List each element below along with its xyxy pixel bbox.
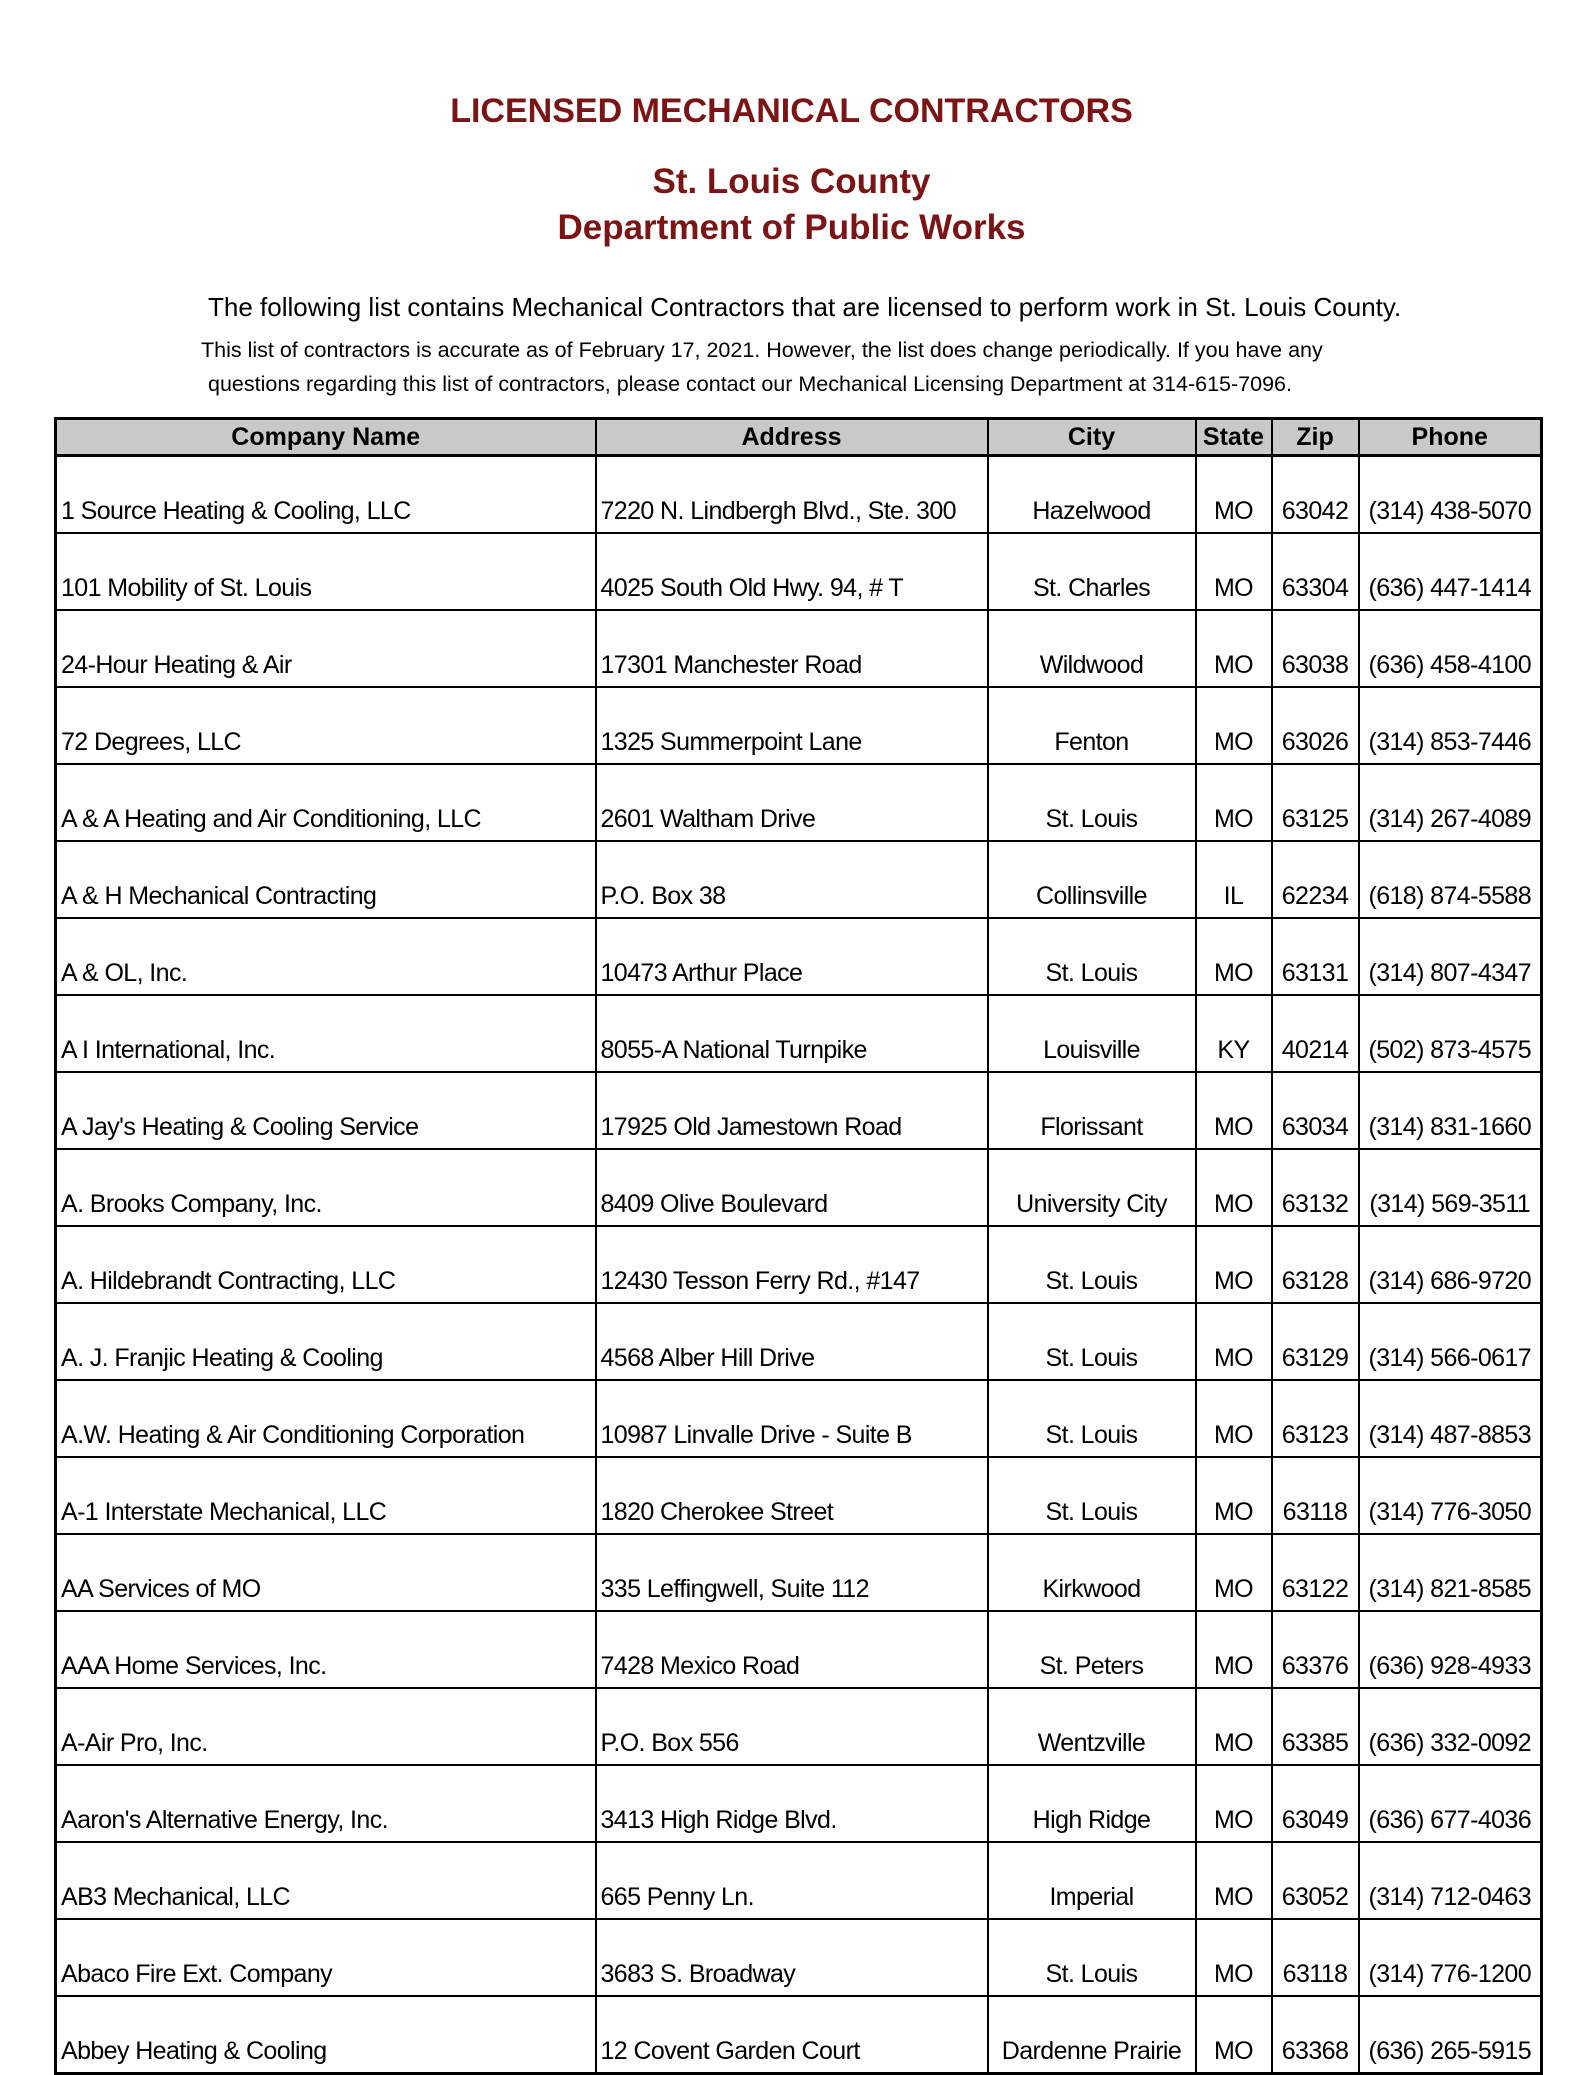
state-cell: MO [1196,687,1272,764]
company-name-cell: AAA Home Services, Inc. [56,1611,596,1688]
zip-cell: 63304 [1272,533,1359,610]
table-row [56,533,1542,610]
phone-cell: (314) 566-0617 [1359,1303,1542,1380]
zip-cell: 63129 [1272,1303,1359,1380]
company-name-cell: Aaron's Alternative Energy, Inc. [56,1765,596,1842]
table-row [56,1303,1542,1380]
zip-cell: 63131 [1272,918,1359,995]
phone-cell: (314) 487-8853 [1359,1380,1542,1457]
company-name-cell: A. Hildebrandt Contracting, LLC [56,1226,596,1303]
company-name-cell: A-Air Pro, Inc. [56,1688,596,1765]
table-row [56,1457,1542,1534]
zip-cell: 63118 [1272,1919,1359,1996]
phone-cell: (618) 874-5588 [1359,841,1542,918]
phone-cell: (314) 686-9720 [1359,1226,1542,1303]
city-cell: Wentzville [988,1688,1196,1765]
address-cell: 4568 Alber Hill Drive [596,1303,988,1380]
company-name-cell: 24-Hour Heating & Air [56,610,596,687]
phone-cell: (314) 712-0463 [1359,1842,1542,1919]
city-cell: St. Peters [988,1611,1196,1688]
phone-cell: (314) 438-5070 [1359,456,1542,534]
city-cell: St. Louis [988,1919,1196,1996]
header-company-name: Company Name [56,419,596,456]
address-cell: 12 Covent Garden Court [596,1996,988,2074]
accuracy-note: This list of contractors is accurate as of February 17, 2021. However, the list does change periodically. If you have any [201,338,1323,362]
phone-cell: (314) 776-3050 [1359,1457,1542,1534]
company-name-cell: A I International, Inc. [56,995,596,1072]
state-cell: MO [1196,610,1272,687]
company-name-cell: 101 Mobility of St. Louis [56,533,596,610]
city-cell: Imperial [988,1842,1196,1919]
phone-cell: (636) 458-4100 [1359,610,1542,687]
city-cell: St. Louis [988,1380,1196,1457]
state-cell: MO [1196,1534,1272,1611]
contractors-table [54,417,1543,2075]
table-row [56,1919,1542,1996]
address-cell: 17301 Manchester Road [596,610,988,687]
address-cell: 3413 High Ridge Blvd. [596,1765,988,1842]
company-name-cell: Abaco Fire Ext. Company [56,1919,596,1996]
zip-cell: 63368 [1272,1996,1359,2074]
address-cell: 8055-A National Turnpike [596,995,988,1072]
zip-cell: 63038 [1272,610,1359,687]
table-row [56,1688,1542,1765]
table-row [56,687,1542,764]
zip-cell: 63376 [1272,1611,1359,1688]
state-cell: MO [1196,456,1272,534]
zip-cell: 63385 [1272,1688,1359,1765]
state-cell: MO [1196,764,1272,841]
table-row [56,1380,1542,1457]
table-row [56,918,1542,995]
state-cell: MO [1196,1919,1272,1996]
address-cell: 7220 N. Lindbergh Blvd., Ste. 300 [596,456,988,534]
zip-cell: 63034 [1272,1072,1359,1149]
state-cell: MO [1196,1303,1272,1380]
address-cell: 665 Penny Ln. [596,1842,988,1919]
address-cell: 1325 Summerpoint Lane [596,687,988,764]
phone-cell: (314) 569-3511 [1359,1149,1542,1226]
zip-cell: 63049 [1272,1765,1359,1842]
company-name-cell: A-1 Interstate Mechanical, LLC [56,1457,596,1534]
department-name: Department of Public Works [557,208,1026,247]
address-cell: 8409 Olive Boulevard [596,1149,988,1226]
state-cell: MO [1196,1380,1272,1457]
city-cell: Louisville [988,995,1196,1072]
company-name-cell: A.W. Heating & Air Conditioning Corporation [56,1380,596,1457]
state-cell: MO [1196,918,1272,995]
phone-cell: (636) 928-4933 [1359,1611,1542,1688]
table-row [56,1534,1542,1611]
table-row [56,610,1542,687]
city-cell: Hazelwood [988,456,1196,534]
city-cell: St. Louis [988,764,1196,841]
phone-cell: (314) 807-4347 [1359,918,1542,995]
table-header-row [56,419,1542,456]
city-cell: High Ridge [988,1765,1196,1842]
zip-cell: 40214 [1272,995,1359,1072]
phone-cell: (314) 776-1200 [1359,1919,1542,1996]
city-cell: Fenton [988,687,1196,764]
state-cell: MO [1196,1149,1272,1226]
address-cell: 1820 Cherokee Street [596,1457,988,1534]
state-cell: KY [1196,995,1272,1072]
table-row [56,995,1542,1072]
state-cell: MO [1196,533,1272,610]
zip-cell: 63118 [1272,1457,1359,1534]
phone-cell: (314) 831-1660 [1359,1072,1542,1149]
intro-text: The following list contains Mechanical Contractors that are licensed to perform work in St. Louis County. [208,292,1402,322]
county-name: St. Louis County [652,162,931,201]
address-cell: 335 Leffingwell, Suite 112 [596,1534,988,1611]
company-name-cell: AA Services of MO [56,1534,596,1611]
company-name-cell: A. J. Franjic Heating & Cooling [56,1303,596,1380]
header-phone: Phone [1359,419,1542,456]
address-cell: 7428 Mexico Road [596,1611,988,1688]
phone-cell: (636) 677-4036 [1359,1765,1542,1842]
table-row [56,456,1542,534]
company-name-cell: A. Brooks Company, Inc. [56,1149,596,1226]
city-cell: Florissant [988,1072,1196,1149]
city-cell: Wildwood [988,610,1196,687]
company-name-cell: 72 Degrees, LLC [56,687,596,764]
table-row [56,1226,1542,1303]
address-cell: P.O. Box 38 [596,841,988,918]
table-row [56,1149,1542,1226]
table-row [56,841,1542,918]
company-name-cell: AB3 Mechanical, LLC [56,1842,596,1919]
zip-cell: 63128 [1272,1226,1359,1303]
contact-note: questions regarding this list of contractors, please contact our Mechanical Licensing Department at 314-615-7096. [208,372,1292,396]
company-name-cell: A & H Mechanical Contracting [56,841,596,918]
phone-cell: (314) 853-7446 [1359,687,1542,764]
city-cell: St. Charles [988,533,1196,610]
state-cell: MO [1196,1611,1272,1688]
header-state: State [1196,419,1272,456]
company-name-cell: A & A Heating and Air Conditioning, LLC [56,764,596,841]
city-cell: St. Louis [988,918,1196,995]
state-cell: MO [1196,1457,1272,1534]
zip-cell: 63042 [1272,456,1359,534]
zip-cell: 63132 [1272,1149,1359,1226]
company-name-cell: A & OL, Inc. [56,918,596,995]
city-cell: St. Louis [988,1303,1196,1380]
state-cell: MO [1196,1688,1272,1765]
zip-cell: 63125 [1272,764,1359,841]
phone-cell: (314) 821-8585 [1359,1534,1542,1611]
zip-cell: 63026 [1272,687,1359,764]
company-name-cell: 1 Source Heating & Cooling, LLC [56,456,596,534]
table-row [56,1072,1542,1149]
table-row [56,1611,1542,1688]
zip-cell: 63052 [1272,1842,1359,1919]
phone-cell: (636) 332-0092 [1359,1688,1542,1765]
address-cell: 10473 Arthur Place [596,918,988,995]
address-cell: 10987 Linvalle Drive - Suite B [596,1380,988,1457]
header-address: Address [596,419,988,456]
address-cell: 4025 South Old Hwy. 94, # T [596,533,988,610]
header-zip: Zip [1272,419,1359,456]
phone-cell: (502) 873-4575 [1359,995,1542,1072]
zip-cell: 63122 [1272,1534,1359,1611]
company-name-cell: Abbey Heating & Cooling [56,1996,596,2074]
state-cell: IL [1196,841,1272,918]
table-row [56,1842,1542,1919]
address-cell: 3683 S. Broadway [596,1919,988,1996]
address-cell: P.O. Box 556 [596,1688,988,1765]
state-cell: MO [1196,1765,1272,1842]
address-cell: 17925 Old Jamestown Road [596,1072,988,1149]
city-cell: Dardenne Prairie [988,1996,1196,2074]
city-cell: Collinsville [988,841,1196,918]
state-cell: MO [1196,1072,1272,1149]
state-cell: MO [1196,1996,1272,2074]
city-cell: Kirkwood [988,1534,1196,1611]
phone-cell: (636) 447-1414 [1359,533,1542,610]
zip-cell: 62234 [1272,841,1359,918]
address-cell: 2601 Waltham Drive [596,764,988,841]
header-city: City [988,419,1196,456]
phone-cell: (314) 267-4089 [1359,764,1542,841]
table-row [56,764,1542,841]
city-cell: St. Louis [988,1457,1196,1534]
state-cell: MO [1196,1842,1272,1919]
state-cell: MO [1196,1226,1272,1303]
address-cell: 12430 Tesson Ferry Rd., #147 [596,1226,988,1303]
city-cell: University City [988,1149,1196,1226]
phone-cell: (636) 265-5915 [1359,1996,1542,2074]
page-title: LICENSED MECHANICAL CONTRACTORS [450,92,1133,130]
zip-cell: 63123 [1272,1380,1359,1457]
table-row [56,1765,1542,1842]
company-name-cell: A Jay's Heating & Cooling Service [56,1072,596,1149]
table-row [56,1996,1542,2074]
city-cell: St. Louis [988,1226,1196,1303]
